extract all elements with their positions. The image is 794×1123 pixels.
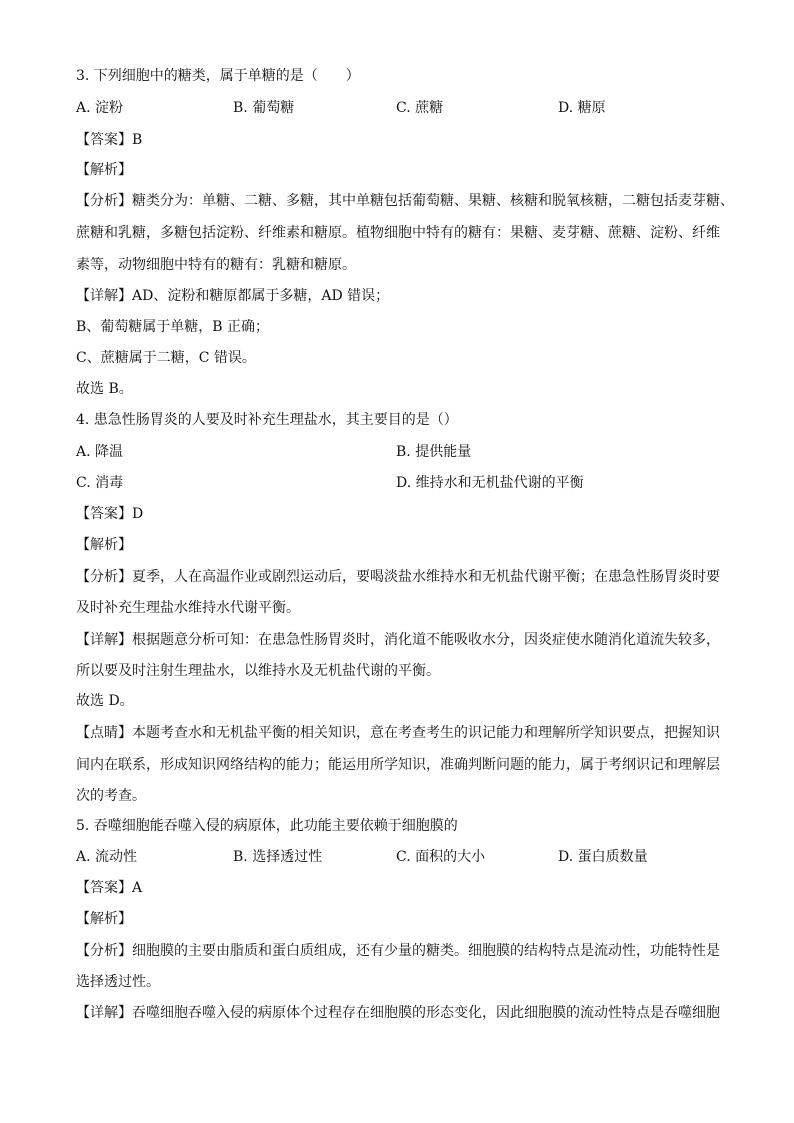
q5-option-a: A. 流动性	[76, 849, 138, 865]
q4-option-b: B. 提供能量	[396, 444, 472, 460]
q3-xiangjie-line-2: B、葡萄糖属于单糖，B 正确；	[76, 319, 270, 335]
q3-fenxi-line-2: 蔗糖和乳糖，多糖包括淀粉、纤维素和糖原。植物细胞中特有的糖有：果糖、麦芽糖、蔗糖、淀粉、纤维	[76, 225, 720, 241]
fenxi-text: 夏季，人在高温作业或剧烈运动后，要喝淡盐水维持水和无机盐代谢平衡；在患急性肠胃炎时要	[132, 569, 720, 585]
answer-label: 【答案】	[76, 506, 132, 522]
answer-value: B	[132, 132, 143, 148]
xiangjie-label: 【详解】	[76, 632, 132, 648]
q3-xiangjie-line-3: C、蔗糖属于二糖，C 错误。	[76, 350, 256, 366]
q4-xiangjie-line-1	[76, 630, 726, 650]
xiangjie-text: 根据题意分析可知：在患急性肠胃炎时，消化道不能吸收水分，因炎症使水随消化道流失较多，	[132, 632, 720, 648]
fenxi-label: 【分析】	[76, 193, 132, 209]
fenxi-label: 【分析】	[76, 569, 132, 585]
q5-answer	[76, 878, 726, 898]
q4-fenxi-line-1	[76, 567, 726, 587]
q3-option-b: B. 葡萄糖	[233, 100, 295, 116]
q4-option-d: D. 维持水和无机盐代谢的平衡	[396, 475, 584, 491]
q5-option-d: D. 蛋白质数量	[558, 849, 648, 865]
q4-conclusion: 故选 D。	[76, 693, 134, 709]
fenxi-text: 细胞膜的主要由脂质和蛋白质组成，还有少量的糖类。细胞膜的结构特点是流动性，功能特性是	[132, 943, 720, 959]
q3-fenxi-line-1	[76, 191, 734, 211]
q4-dianjing-line-1	[76, 723, 726, 743]
answer-label: 【答案】	[76, 132, 132, 148]
q3-fenxi-line-3: 素等，动物细胞中特有的糖有：乳糖和糖原。	[76, 257, 356, 273]
q3-analysis-label: 【解析】	[76, 162, 132, 178]
answer-value: A	[132, 880, 143, 896]
xiangjie-text: AD、淀粉和糖原都属于多糖，AD 错误；	[132, 288, 390, 304]
q4-dianjing-line-3: 次的考查。	[76, 788, 146, 804]
q3-option-c: C. 蔗糖	[396, 100, 444, 116]
q4-dianjing-line-2: 间内在联系，形成知识网络结构的能力；能运用所学知识，准确判断问题的能力，属于考纲识记和理解层	[76, 757, 720, 773]
q3-xiangjie-line-1	[76, 286, 726, 306]
xiangjie-label: 【详解】	[76, 288, 132, 304]
answer-label: 【答案】	[76, 880, 132, 896]
q3-stem: 3. 下列细胞中的糖类，属于单糖的是（ ）	[76, 68, 360, 84]
fenxi-text: 糖类分为：单糖、二糖、多糖，其中单糖包括葡萄糖、果糖、核糖和脱氧核糖，二糖包括麦芽糖、	[132, 193, 734, 209]
q3-conclusion: 故选 B。	[76, 381, 133, 397]
q5-option-c: C. 面积的大小	[396, 849, 486, 865]
q4-option-a: A. 降温	[76, 444, 124, 460]
q5-stem: 5. 吞噬细胞能吞噬入侵的病原体，此功能主要依赖于细胞膜的	[76, 818, 458, 834]
xiangjie-text: 吞噬细胞吞噬入侵的病原体个过程存在细胞膜的形态变化，因此细胞膜的流动性特点是吞噬细胞	[132, 1005, 720, 1021]
q4-fenxi-line-2: 及时补充生理盐水维持水代谢平衡。	[76, 600, 300, 616]
q4-analysis-label: 【解析】	[76, 537, 132, 553]
q5-xiangjie-line-1	[76, 1003, 726, 1023]
q5-fenxi-line-1	[76, 941, 726, 961]
q3-answer	[76, 130, 726, 150]
q5-option-b: B. 选择透过性	[233, 849, 323, 865]
q5-analysis-label: 【解析】	[76, 911, 132, 927]
xiangjie-label: 【详解】	[76, 1005, 132, 1021]
q4-stem: 4. 患急性肠胃炎的人要及时补充生理盐水，其主要目的是（）	[76, 412, 458, 428]
q4-option-c: C. 消毒	[76, 475, 124, 491]
dianjing-text: 本题考查水和无机盐平衡的相关知识，意在考查考生的识记能力和理解所学知识要点，把握知识	[132, 725, 720, 741]
answer-value: D	[132, 506, 144, 522]
fenxi-label: 【分析】	[76, 943, 132, 959]
q4-xiangjie-line-2: 所以要及时注射生理盐水，以维持水及无机盐代谢的平衡。	[76, 663, 440, 679]
q3-option-a: A. 淀粉	[76, 100, 124, 116]
q3-option-d: D. 糖原	[558, 100, 606, 116]
q4-answer	[76, 504, 726, 524]
dianjing-label: 【点睛】	[76, 725, 132, 741]
q5-fenxi-line-2: 选择透过性。	[76, 974, 160, 990]
